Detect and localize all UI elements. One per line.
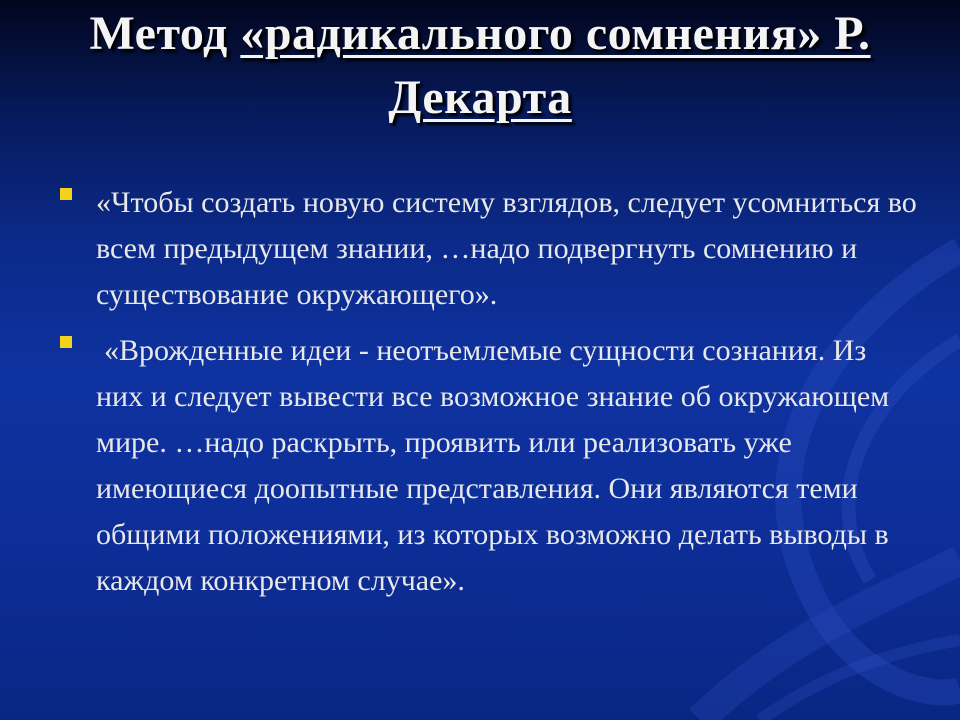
slide-title [60,2,900,130]
square-bullet-icon [60,188,72,200]
slide-title-underlined: «радикального сомнения» Р. Декарта [240,7,871,124]
square-bullet-icon [60,336,72,348]
bullet-item [58,180,918,318]
bullet-text: «Чтобы создать новую систему взглядов, следует усомниться во всем предыдущем знании, …надо подвергнуть сомнению и существование окружающего». [96,186,917,311]
bullet-list [58,180,918,614]
bullet-text: «Врожденные идеи - неотъемлемые сущности сознания. Из них и следует вывести все возможное знание об окружающем мире. …надо раскрыть, проявить или реализовать уже имеющиеся доопытные представления. Они являются теми общими положениями, из которых возможно делать выводы в каждом конкретном случае». [96,334,890,597]
slide-title-plain: Метод [89,7,241,60]
bullet-item [58,328,918,604]
